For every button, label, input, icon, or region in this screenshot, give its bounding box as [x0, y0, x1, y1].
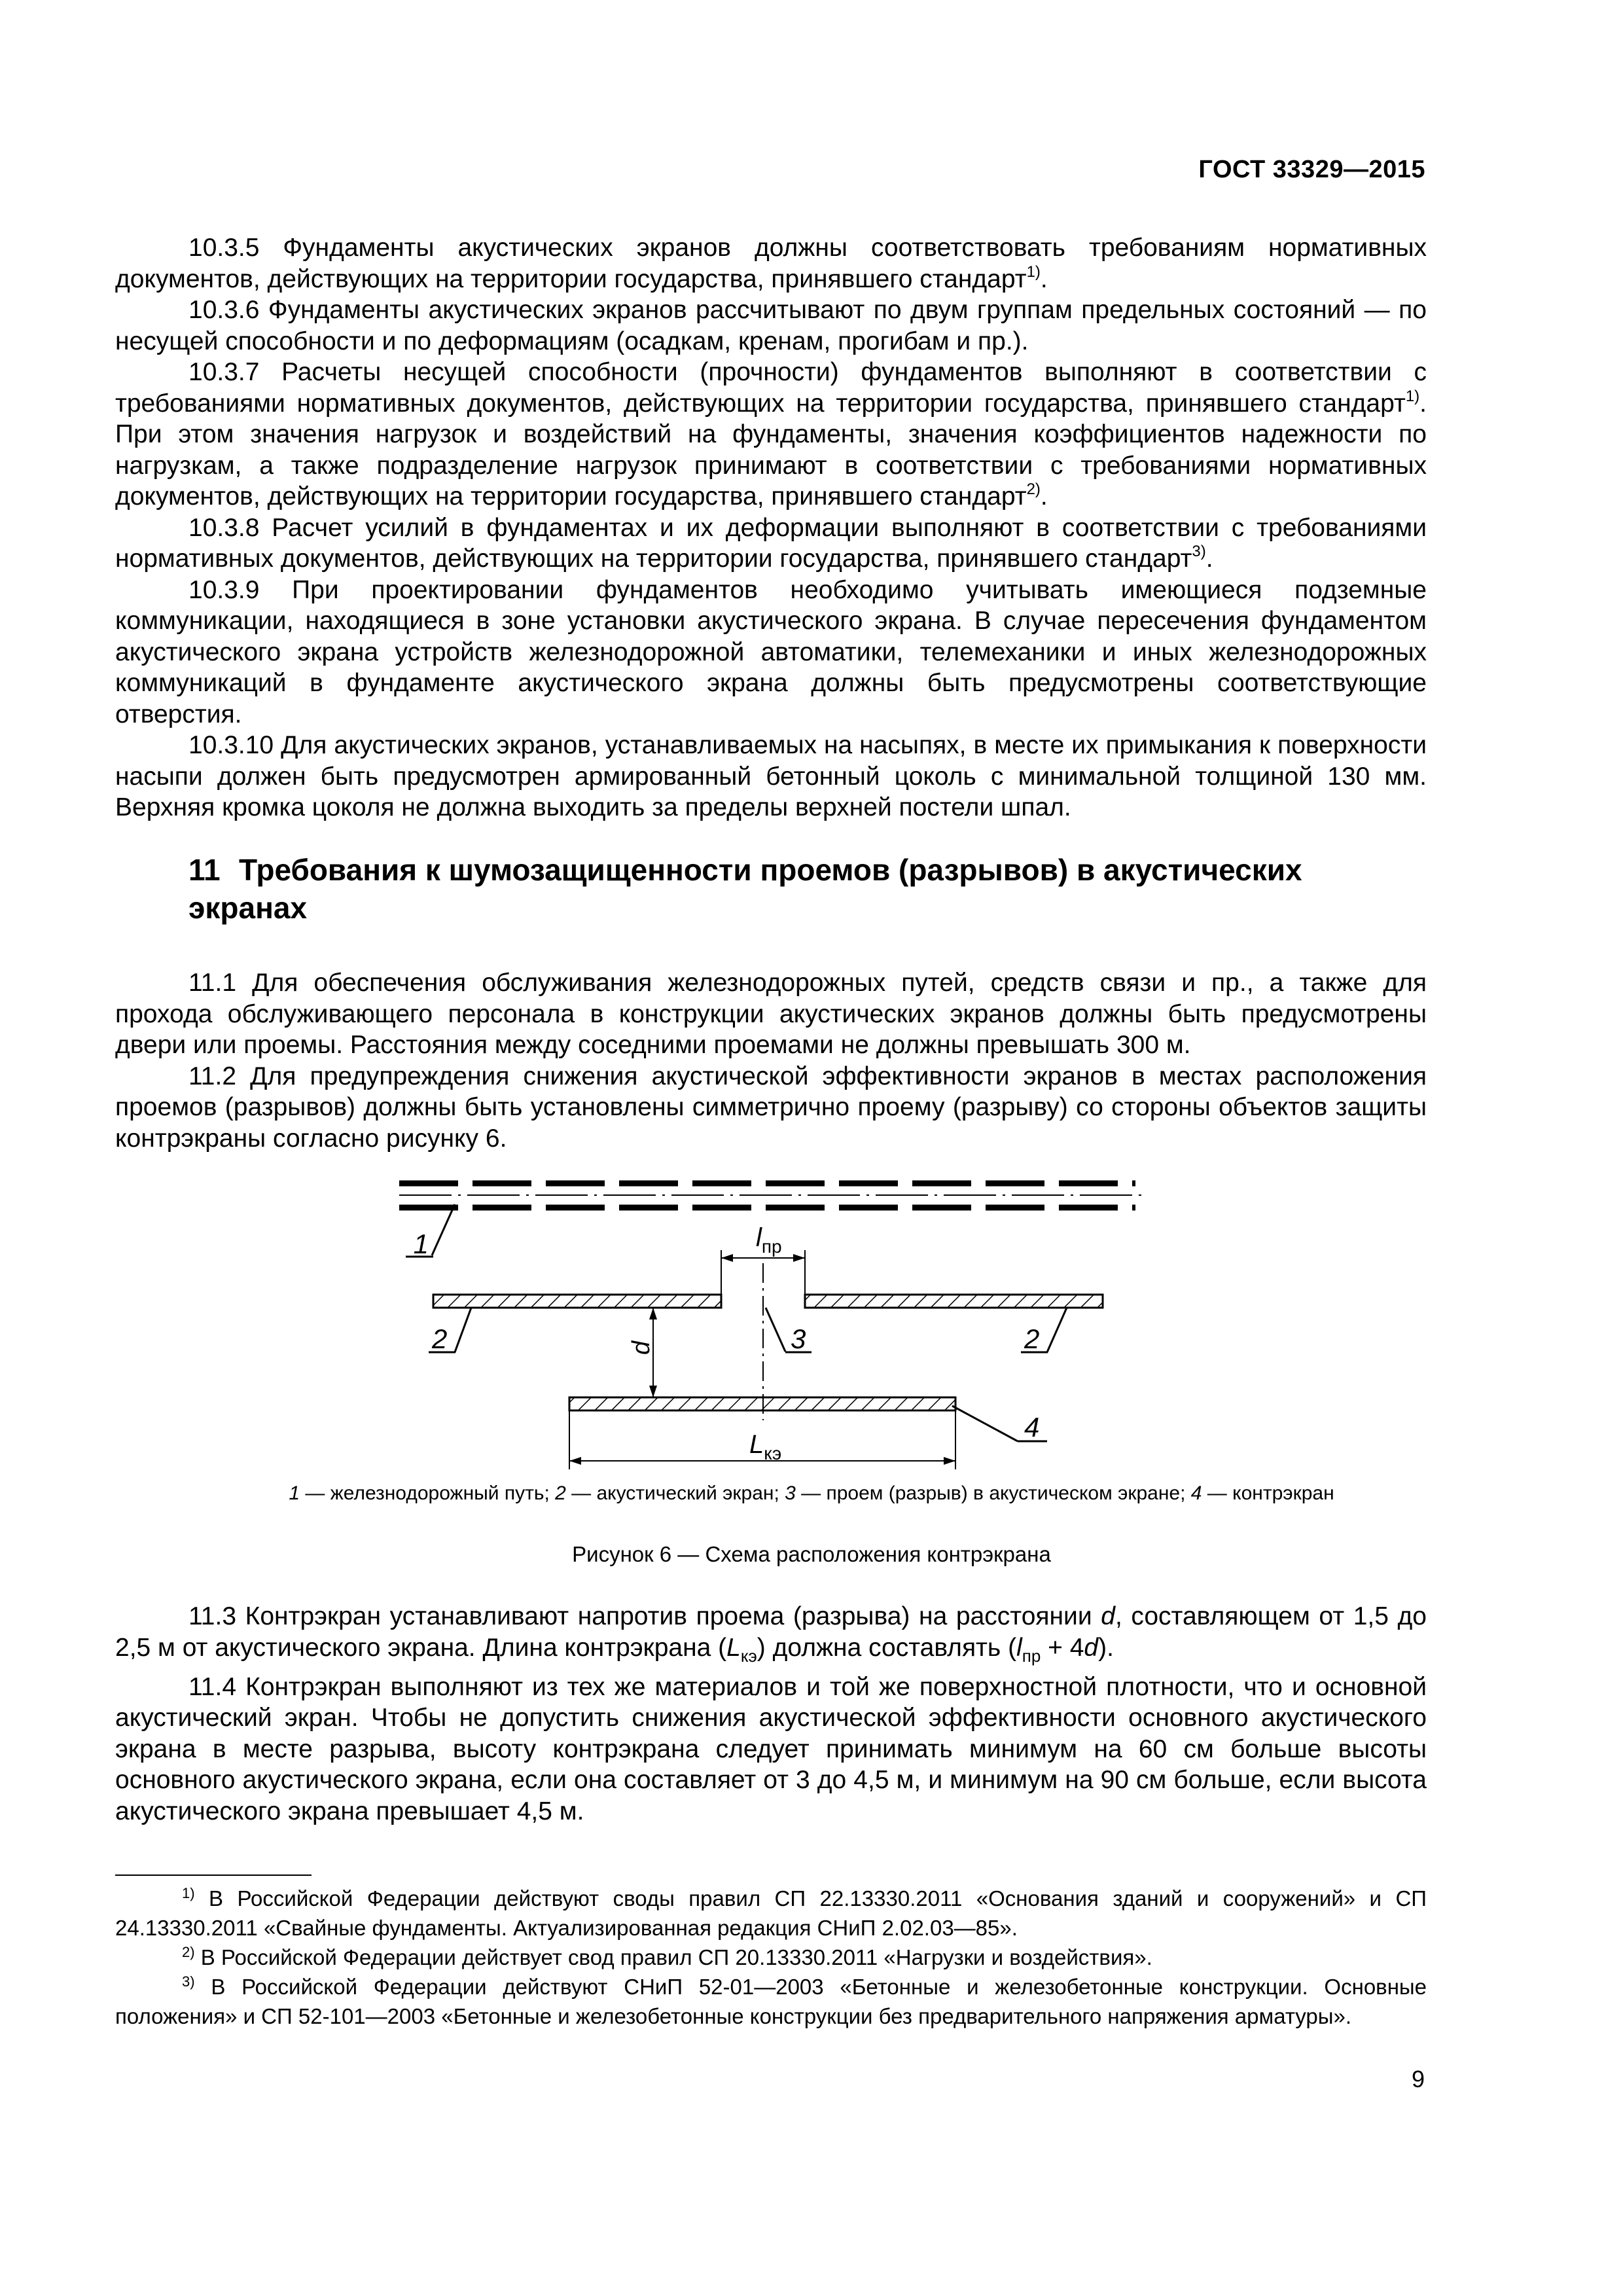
arrowhead	[569, 1457, 581, 1465]
footnote-divider	[115, 1874, 312, 1876]
arrowhead	[649, 1308, 657, 1319]
text-block-11-3	[115, 1601, 1427, 1827]
paragraph-11-1: 11.1 Для обеспечения обслуживания железнодорожных путей, средств связи и пр., а также для прохода обслуживающего персонала в конструкции акустических экранов должны быть предусмотрены двери или проемы. Расстояния между соседними проемами не должны превышать 300 м.	[115, 969, 1427, 1059]
label-d: d	[628, 1340, 655, 1355]
leader-line	[766, 1308, 785, 1352]
arrowhead	[944, 1457, 955, 1465]
footnote-ref: 1)	[1405, 387, 1420, 405]
figure-legend: 1 — железнодорожный путь; 2 — акустический экран; 3 — проем (разрыв) в акустическом экране; 4 — контрэкран	[289, 1482, 1334, 1504]
leader-line	[432, 1204, 455, 1255]
leader-line	[1047, 1308, 1067, 1352]
paragraph-10-3-10: 10.3.10 Для акустических экранов, устанавливаемых на насыпях, в месте их примыкания к поверхности насыпи должен быть предусмотрен армированный бетонный цоколь с минимальной толщиной 130 мм. Верхняя кромка цоколя не должна выходить за пределы верхней постели шпал.	[115, 731, 1427, 821]
counter-screen	[569, 1397, 955, 1410]
railway-track	[399, 1183, 1145, 1208]
figure-6-diagram	[380, 1158, 1178, 1473]
acoustic-screen-right	[805, 1295, 1103, 1308]
label-2a: 2	[432, 1323, 448, 1354]
diagram-svg	[380, 1158, 1178, 1473]
label-1: 1	[413, 1229, 429, 1259]
figure-caption: Рисунок 6 — Схема расположения контрэкрана	[572, 1542, 1051, 1566]
paragraph-10-3-8: 10.3.8 Расчет усилий в фундаментах и их деформации выполняют в соответствии с требованиями нормативных документов, действующих на территории государства, принявшего стандарт$^{3)}$.	[115, 513, 1427, 573]
leader-line	[455, 1308, 471, 1352]
paragraph-10-3-9: 10.3.9 При проектировании фундаментов необходимо учитывать имеющиеся подземные коммуникации, находящиеся в зоне установки акустического экрана. В случае пересечения фундаментом акустического экрана устройств железнодорожной автоматики, телемеханики и иных железнодорожных коммуникаций в фундаменте акустического экрана должны быть предусмотрены соответствующие отверстия.	[115, 575, 1427, 728]
arrowhead	[721, 1254, 733, 1262]
label-l-pr: $l_{пр}$	[756, 1223, 782, 1257]
paragraph-10-3-7: 10.3.7 Расчеты несущей способности (прочности) фундаментов выполняют в соответствии с требованиями нормативных документов, действующих на территории государства, принявшего стандарт$^{1)}$. При этом значения нагрузок и воздействий на фундаменты, значения коэффициентов надежности по нагрузкам, а также подразделение нагрузок принимают в соответствии с требованиями нормативных документов, действующих на территории государства, принявшего стандарт$^{2)}$.	[115, 358, 1427, 511]
footnote-ref: 3)	[1192, 543, 1206, 560]
footnote-ref: 1)	[1026, 262, 1041, 281]
section-title-line1: Требования к шумозащищенности проемов (разрывов) в акустических	[239, 853, 1302, 887]
footnotes	[115, 1884, 1427, 2031]
document-header: ГОСТ 33329—2015	[1198, 156, 1425, 183]
paragraph-10-3-6: 10.3.6 Фундаменты акустических экранов рассчитывают по двум группам предельных состояний — по несущей способности и по деформациям (осадкам, кренам, прогибам и пр.).	[115, 296, 1427, 355]
paragraph-11-4: 11.4 Контрэкран выполняют из тех же материалов и той же поверхностной плотности, что и основной акустический экран. Чтобы не допустить снижения акустической эффективности основного акустического экрана в месте разрыва, высоту контрэкрана следует принимать минимум на 60 см больше высоты основного акустического экрана, если она составляет от 3 до 4,5 м, и минимум на 90 см больше, если высота акустического экрана превышает 4,5 м.	[115, 1672, 1427, 1825]
section-number: 11	[188, 853, 221, 887]
label-l-ke: $L_{кэ}$	[749, 1430, 782, 1463]
text-block-10-3	[115, 232, 1427, 823]
leader-line	[952, 1406, 1018, 1441]
label-3: 3	[791, 1323, 806, 1354]
section-11-title	[188, 851, 1432, 927]
paragraph-10-3-5: 10.3.5 Фундаменты акустических экранов должны соответствовать требованиям нормативных документов, действующих на территории государства, принявшего стандарт$^{1)}$.	[115, 234, 1427, 293]
text-block-11-1	[115, 967, 1427, 1154]
footnote-2: $^{2)}$ В Российской Федерации действует свод правил СП 20.13330.2011 «Нагрузки и воздействия».	[182, 1944, 1152, 1969]
section-title-line2: экранах	[188, 891, 308, 925]
footnote-3: $^{3)}$ В Российской Федерации действуют СНиП 52-01—2003 «Бетонные и железобетонные конструкции. Основные положения» и СП 52-101—2003 «Бетонные и железобетонные конструкции без предварительного напряжения арматуры».	[115, 1973, 1427, 2028]
acoustic-screen-left	[433, 1295, 721, 1308]
arrowhead	[793, 1254, 805, 1262]
paragraph-11-3: 11.3 Контрэкран устанавливают напротив проема (разрыва) на расстоянии d, составляющем от 1,5 до 2,5 м от акустического экрана. Длина контрэкрана $(L_{кэ})$ должна составлять $(l_{пр} + 4d)$.	[115, 1602, 1427, 1666]
footnote-ref: 2)	[1026, 480, 1041, 498]
paragraph-11-2: 11.2 Для предупреждения снижения акустической эффективности экранов в местах расположения проемов (разрывов) должны быть установлены симметрично проему (разрыву) со стороны объектов защиты контрэкраны согласно рисунку 6.	[115, 1062, 1427, 1153]
label-4: 4	[1024, 1412, 1040, 1443]
footnote-1: $^{1)}$ В Российской Федерации действуют своды правил СП 22.13330.2011 «Основания зданий и сооружений» и СП 24.13330.2011 «Свайные фундаменты. Актуализированная редакция СНиП 2.02.03—85».	[115, 1885, 1427, 1940]
page-number: 9	[1411, 2066, 1425, 2092]
arrowhead	[649, 1386, 657, 1397]
label-2b: 2	[1024, 1323, 1040, 1354]
